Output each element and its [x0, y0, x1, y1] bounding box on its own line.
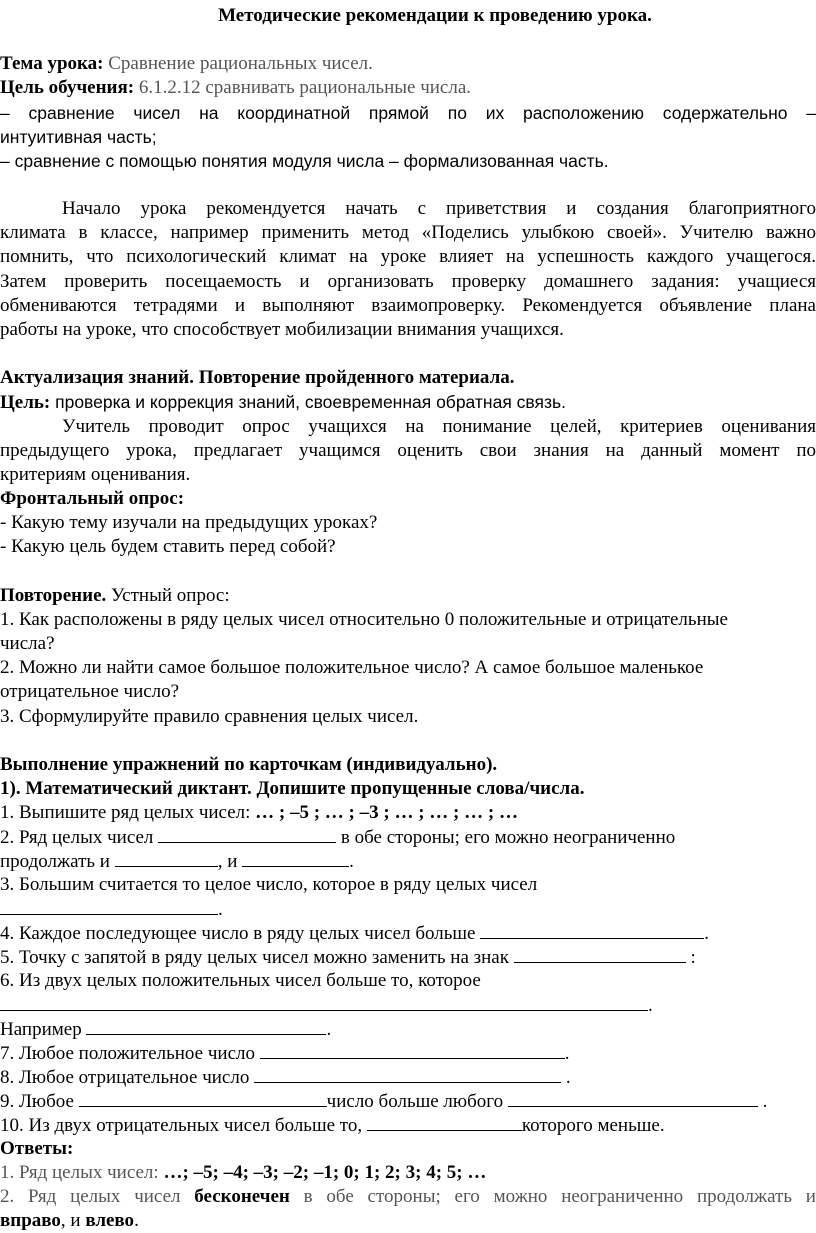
intro-paragraph-line: обмениваются тетрадями и выполняют взаимопроверку. Рекомендуется объявление плана — [0, 295, 816, 316]
answer-keyword: бесконечен — [194, 1186, 290, 1207]
frontal-question: - Какую тему изучали на предыдущих уроках? — [0, 512, 378, 533]
repetition-question: 1. Как расположены в ряду целых чисел относительно 0 положительные и отрицательные — [0, 609, 728, 630]
frontal-question: - Какую цель будем ставить перед собой? — [0, 536, 336, 557]
dictation-item-6: 6. Из двух целых положительных чисел больше то, которое — [0, 970, 481, 991]
answer-keyword: влево — [85, 1210, 135, 1231]
answer-blank[interactable] — [79, 1089, 327, 1107]
dictation-item-2-cont — [0, 849, 354, 874]
intro-paragraph-line: помнить, что психологический климат на уроке влияет на успешность каждого учащегося. — [0, 246, 816, 267]
goal-label: Цель обучения: — [0, 77, 135, 98]
dictation-item-6-cont — [0, 993, 653, 1018]
goal-bullet-1: – сравнение чисел на координатной прямой по их расположению содержательно – — [0, 103, 816, 123]
topic-value: Сравнение рациональных чисел. — [103, 53, 373, 74]
item-text: в обе стороны; его можно неограниченно — [336, 827, 676, 848]
item-text: продолжать и — [0, 851, 115, 872]
item-text: . — [218, 899, 223, 920]
goal-line — [0, 76, 471, 100]
actualization-goal-label: Цель: — [0, 392, 51, 413]
item-text: 5. Точку с запятой в ряду целых чисел можно заменить на знак — [0, 947, 514, 968]
repetition-value: Устный опрос: — [106, 585, 230, 606]
actualization-goal-value: проверка и коррекция знаний, своевременная обратная связь. — [50, 392, 566, 412]
answer-blank[interactable] — [0, 993, 648, 1011]
item-text: . — [326, 1019, 332, 1040]
dictation-item-3-cont — [0, 897, 223, 922]
dictation-item-4 — [0, 921, 709, 946]
actualization-heading: Актуализация знаний. Повторение пройденного материала. — [0, 367, 515, 388]
dictation-item-2 — [0, 825, 675, 850]
answer-blank[interactable] — [367, 1113, 522, 1131]
answer-text: , и — [60, 1210, 86, 1231]
answer-blank[interactable] — [242, 849, 349, 867]
answer-text: 1. Ряд целых чисел: — [0, 1162, 164, 1183]
actualization-goal — [0, 390, 566, 415]
answer-keyword: вправо — [0, 1210, 61, 1231]
intro-paragraph-line: Затем проверить посещаемость и организовать проверку домашнего задания: учащиеся — [0, 271, 816, 292]
answer-blank[interactable] — [158, 825, 336, 843]
item-text: 8. Любое отрицательное число — [0, 1067, 255, 1088]
goal-bullet-1-cont: интуитивная часть; — [0, 127, 157, 147]
answer-sequence: …; –5; –4; –3; –2; –1; 0; 1; 2; 3; 4; 5; … — [163, 1162, 487, 1183]
item-text: . — [561, 1067, 571, 1088]
item-text: . — [349, 851, 354, 872]
item-text: 7. Любое положительное число — [0, 1043, 260, 1064]
topic-line — [0, 52, 373, 76]
item-text: . — [757, 1091, 768, 1112]
dictation-item-10 — [0, 1113, 665, 1138]
item-text: 1. Выпишите ряд целых чисел: — [0, 802, 256, 823]
answer-blank[interactable] — [86, 1017, 326, 1035]
answer-blank[interactable] — [480, 921, 704, 939]
item-text: , и — [217, 851, 243, 872]
item-sequence: … ; –5 ; … ; –3 ; … ; … ; … ; … — [255, 802, 518, 823]
exercises-subheading: 1). Математический диктант. Допишите пропущенные слова/числа. — [0, 778, 585, 799]
answer-text: . — [134, 1210, 139, 1231]
actualization-text-line: критериям оценивания. — [0, 464, 191, 485]
answer-blank[interactable] — [514, 945, 686, 963]
item-text: 10. Из двух отрицательных чисел больше то, — [0, 1115, 367, 1136]
goal-value: 6.1.2.12 сравнивать рациональные числа. — [134, 77, 472, 98]
actualization-text-line: Учитель проводит опрос учащихся на понимание целей, критериев оценивания — [62, 416, 816, 437]
answer-1 — [0, 1161, 486, 1185]
exercises-heading: Выполнение упражнений по карточкам (индивидуально). — [0, 754, 498, 775]
item-text: Например — [0, 1019, 87, 1040]
goal-bullet-2: – сравнение с помощью понятия модуля числа – формализованная часть. — [0, 151, 609, 171]
topic-label: Тема урока: — [0, 53, 104, 74]
item-text: число больше любого — [326, 1091, 508, 1112]
item-text: : — [685, 947, 696, 968]
answers-heading: Ответы: — [0, 1138, 74, 1159]
item-text: 9. Любое — [0, 1091, 79, 1112]
repetition-question: отрицательное число? — [0, 681, 180, 702]
answer-blank[interactable] — [508, 1089, 758, 1107]
actualization-text-line: предыдущего урока, предлагает учащимся оценить свои знания на данный момент по — [0, 440, 816, 461]
item-text: 4. Каждое последующее число в ряду целых чисел больше — [0, 923, 481, 944]
intro-paragraph-line: климата в классе, например применить метод «Поделись улыбкою своей». Учителю важно — [0, 222, 816, 243]
intro-paragraph-line: работы на уроке, что способствует мобилизации внимания учащихся. — [0, 319, 564, 340]
intro-paragraph-line: Начало урока рекомендуется начать с приветствия и создания благоприятного — [62, 198, 816, 219]
item-text: . — [704, 923, 709, 944]
dictation-item-3: 3. Большим считается то целое число, которое в ряду целых чисел — [0, 874, 538, 895]
repetition-question: 3. Сформулируйте правило сравнения целых чисел. — [0, 706, 419, 727]
repetition-question: числа? — [0, 633, 55, 654]
item-text: . — [564, 1043, 570, 1064]
repetition-question: 2. Можно ли найти самое большое положительное число? А самое большое маленькое — [0, 657, 704, 678]
answer-text: 2. Ряд целых чисел — [0, 1186, 195, 1207]
answer-blank[interactable] — [115, 849, 218, 867]
repetition-heading — [0, 584, 230, 608]
dictation-example — [0, 1017, 331, 1042]
repetition-label: Повторение. — [0, 585, 107, 606]
answer-2-cont — [0, 1209, 139, 1233]
dictation-item-7 — [0, 1041, 570, 1066]
frontal-heading: Фронтальный опрос: — [0, 488, 185, 509]
answer-2 — [0, 1185, 816, 1209]
dictation-item-5 — [0, 945, 696, 970]
dictation-item-8 — [0, 1065, 571, 1090]
dictation-item-1 — [0, 801, 518, 825]
answer-blank[interactable] — [254, 1065, 561, 1083]
document-title: Методические рекомендации к проведению урока. — [218, 5, 652, 26]
item-text: . — [648, 995, 653, 1016]
dictation-item-9 — [0, 1089, 767, 1114]
answer-blank[interactable] — [0, 897, 218, 915]
item-text: 2. Ряд целых чисел — [0, 827, 159, 848]
answer-text: в обе стороны; его можно неограниченно продолжать и — [289, 1186, 816, 1207]
item-text: которого меньше. — [521, 1115, 665, 1136]
answer-blank[interactable] — [260, 1041, 565, 1059]
